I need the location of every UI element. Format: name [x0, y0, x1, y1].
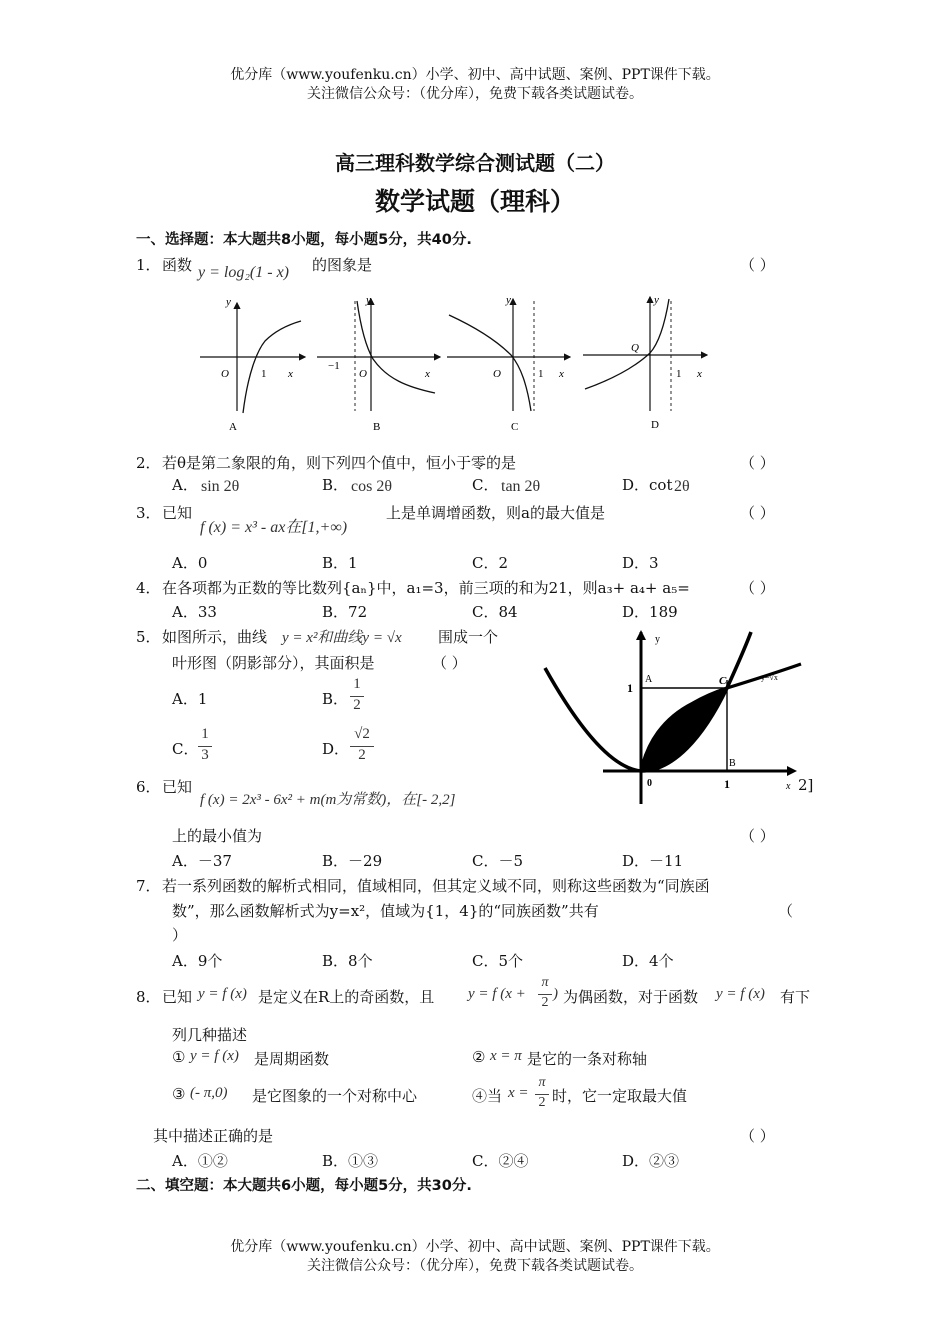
- leaf-graph-one-y: 1: [627, 681, 633, 695]
- q8-number: 8．: [136, 988, 161, 1006]
- graph-a-y-label: y: [226, 296, 231, 308]
- q8-desc-1-math: y = f (x): [190, 1048, 239, 1064]
- graph-c-y-label: y: [506, 294, 511, 306]
- q2-number: 2．: [136, 454, 161, 472]
- graph-c-one: 1: [538, 368, 544, 380]
- leaf-graph-b-label: B: [729, 758, 736, 769]
- q3-number: 3．: [136, 504, 161, 522]
- q8-desc-2-mark: ②: [472, 1048, 486, 1066]
- q8-f2-numerator: π: [541, 975, 549, 990]
- q1-graphs: [195, 293, 715, 438]
- q8-f2-denominator: 2: [538, 994, 552, 1011]
- q2-option-d: D．cot: [622, 476, 673, 494]
- q5-option-d-denominator: 2: [350, 746, 374, 764]
- q5-option-b: B．: [322, 690, 349, 708]
- q8-conclusion: 其中描述正确的是: [153, 1127, 274, 1145]
- q3-formula: f (x) = x³ - ax在[1,+∞): [200, 519, 348, 536]
- q1-post: 的图象是: [312, 256, 373, 274]
- q8-desc-1-mark: ①: [172, 1048, 186, 1066]
- q8-desc-4-numerator: π: [538, 1075, 546, 1090]
- graph-b: [317, 294, 440, 433]
- q8-f2-pre: y = f (x +: [468, 986, 526, 1002]
- q8-answer-paren: （ ）: [740, 1127, 775, 1145]
- q5-option-d-fraction: [350, 726, 374, 764]
- graph-a-origin: O: [221, 368, 229, 380]
- graph-d-x-label: x: [697, 368, 702, 380]
- q8-f1: y = f (x): [198, 986, 247, 1002]
- q5-pre: 如图所示，曲线: [162, 628, 268, 646]
- q4-option-b: B．72: [322, 603, 368, 621]
- q8-desc-3-text: 是它图象的一个对称中心: [252, 1087, 418, 1105]
- section-2-heading: 二、填空题：本大题共6小题，每小题5分，共30分.: [136, 1178, 472, 1194]
- graph-d-one: 1: [676, 368, 682, 380]
- q8-pre: 已知: [162, 988, 193, 1006]
- q5-answer-paren: （ ）: [432, 654, 467, 672]
- graph-d-y-label: y: [654, 294, 659, 306]
- q8-mid1: 是定义在R上的奇函数，且: [258, 988, 435, 1006]
- q7-option-b: B．8个: [322, 952, 373, 970]
- q2-option-b: B．: [322, 476, 349, 494]
- q6-tail: 2]: [798, 776, 814, 794]
- q7-option-d: D．4个: [622, 952, 674, 970]
- q5-option-b-fraction: [350, 676, 364, 714]
- q5-option-c-denominator: 3: [198, 746, 212, 764]
- q6-number: 6．: [136, 778, 161, 796]
- leaf-graph-c-label: C: [719, 675, 727, 687]
- graph-c-label: C: [511, 421, 519, 433]
- q8-f2-fraction: [538, 975, 552, 1011]
- q7-line2: 数”，那么函数解析式为y=x²，值域为{1，4}的“同族函数”共有: [172, 902, 599, 920]
- q8-desc-4-text: 时，它一定取最大值: [552, 1087, 688, 1105]
- q8-desc-2-text: 是它的一条对称轴: [527, 1050, 648, 1068]
- q3-pre: 已知: [162, 504, 193, 522]
- q5-option-a: A．1: [172, 690, 208, 708]
- q5-number: 5．: [136, 628, 161, 646]
- header-line-2: 关注微信公众号：（优分库），免费下载各类试题试卷。: [307, 86, 643, 102]
- leaf-graph-a-label: A: [645, 674, 653, 685]
- q3-post: 上是单调增函数，则a的最大值是: [386, 504, 605, 522]
- q2-stem: 若θ是第二象限的角，则下列四个值中，恒小于零的是: [162, 454, 517, 472]
- q2-option-a: A．: [172, 476, 198, 494]
- graph-a: [200, 296, 305, 433]
- leaf-graph-curve-label: y=√x: [761, 673, 778, 682]
- q8-desc-4-fraction: [535, 1075, 549, 1111]
- q4-option-c: C．84: [472, 603, 518, 621]
- q7-number: 7．: [136, 877, 161, 895]
- q3-answer-paren: （ ）: [740, 504, 775, 522]
- exam-title: 高三理科数学综合测试题（二）: [335, 151, 615, 175]
- q4-option-a: A．33: [172, 603, 217, 621]
- q2-option-a-math: sin 2θ: [201, 478, 240, 495]
- q8-option-b: B．①③: [322, 1152, 379, 1170]
- q2-answer-paren: （ ）: [740, 454, 775, 472]
- graph-a-label: A: [229, 421, 237, 433]
- q8-desc-1-text: 是周期函数: [254, 1050, 330, 1068]
- q8-option-d: D．②③: [622, 1152, 680, 1170]
- q3-option-b: B．1: [322, 554, 358, 572]
- footer-line-2: 关注微信公众号：（优分库），免费下载各类试题试卷。: [307, 1258, 643, 1274]
- q8-tail: 有下: [780, 988, 811, 1006]
- q7-line1: 若一系列函数的解析式相同，值域相同，但其定义域不同，则称这些函数为“同族函: [162, 877, 710, 895]
- q8-desc-2-math: x = π: [490, 1048, 522, 1064]
- graph-b-label: B: [373, 421, 381, 433]
- leaf-graph-y-label: y: [655, 634, 660, 645]
- q1-formula: y = log₂(1 - x): [198, 264, 289, 281]
- q4-option-d: D．189: [622, 603, 678, 621]
- graph-a-x-label: x: [288, 368, 293, 380]
- leaf-graph-one-x: 1: [724, 777, 730, 791]
- q6-option-c: C．－5: [472, 852, 524, 870]
- footer-line-1: 优分库（www.youfenku.cn）小学、初中、高中试题、案例、PPT课件下载。: [230, 1239, 720, 1255]
- q8-desc-4-math: x =: [508, 1085, 529, 1101]
- q6-option-b: B．－29: [322, 852, 383, 870]
- q7-option-a: A．9个: [172, 952, 223, 970]
- section-1-heading: 一、选择题：本大题共8小题，每小题5分，共40分.: [136, 232, 472, 248]
- q1-number: 1．: [136, 256, 161, 274]
- leaf-graph-origin: 0: [647, 778, 652, 789]
- q8-desc-3-math: (- π,0): [190, 1085, 228, 1101]
- q3-option-c: C．2: [472, 554, 509, 572]
- q8-desc-4-denominator: 2: [535, 1094, 549, 1111]
- graph-b-y-label: y: [366, 294, 371, 306]
- q6-formula: f (x) = 2x³ - 6x² + m(m为常数)，在[- 2,2]: [200, 792, 456, 808]
- q7-option-c: C．5个: [472, 952, 524, 970]
- q8-line2: 列几种描述: [172, 1026, 248, 1044]
- q5-formula: y = x²和曲线y = √x: [282, 630, 402, 646]
- q8-mid2: 为偶函数，对于函数: [563, 988, 699, 1006]
- q4-number: 4．: [136, 579, 161, 597]
- q5-option-d-numerator: √2: [354, 726, 370, 742]
- q8-f2-post: ): [553, 986, 558, 1002]
- graph-d-q-label: Q: [631, 342, 639, 354]
- q5-option-c-fraction: [198, 726, 212, 764]
- q7-paren-open: （: [778, 902, 794, 920]
- leaf-graph-x-label: x: [786, 781, 791, 792]
- exam-subtitle: 数学试题（理科）: [374, 187, 575, 216]
- graph-c-origin: O: [493, 368, 501, 380]
- q5-option-b-numerator: 1: [353, 676, 361, 692]
- graph-d-label: D: [651, 419, 659, 431]
- graph-c-x-label: x: [559, 368, 564, 380]
- q3-option-d: D．3: [622, 554, 659, 572]
- graph-b-minus-one: −1: [328, 360, 340, 372]
- graph-c: [447, 294, 570, 433]
- graph-d: [583, 294, 707, 431]
- q3-option-a: A．0: [172, 554, 208, 572]
- q2-option-d-math: 2θ: [674, 478, 690, 495]
- q4-stem: 在各项都为正数的等比数列{aₙ}中，a₁=3，前三项的和为21，则a₃+ a₄+ a₅=: [162, 579, 690, 597]
- q2-option-b-math: cos 2θ: [351, 478, 392, 495]
- graph-b-x-label: x: [425, 368, 430, 380]
- q5-post: 围成一个: [438, 628, 499, 646]
- q4-answer-paren: （ ）: [740, 579, 775, 597]
- q6-option-a: A．－37: [172, 852, 232, 870]
- q2-option-c: C．: [472, 476, 499, 494]
- q2-option-c-math: tan 2θ: [501, 478, 541, 495]
- q5-line2: 叶形图（阴影部分），其面积是: [172, 654, 375, 672]
- q7-paren-close: ）: [172, 926, 188, 944]
- q6-answer-paren: （ ）: [740, 827, 775, 845]
- q8-desc-3-mark: ③: [172, 1085, 186, 1103]
- q6-pre: 已知: [162, 778, 193, 796]
- q5-option-c: C．: [172, 740, 199, 758]
- q5-option-b-denominator: 2: [350, 696, 364, 714]
- q1-answer-paren: （ ）: [740, 256, 775, 274]
- q5-leaf-graph: [543, 628, 805, 806]
- graph-b-origin: O: [359, 368, 367, 380]
- header-line-1: 优分库（www.youfenku.cn）小学、初中、高中试题、案例、PPT课件下载。: [230, 67, 720, 83]
- q6-line2: 上的最小值为: [172, 827, 263, 845]
- q8-option-a: A．①②: [172, 1152, 228, 1170]
- graph-a-one: 1: [261, 368, 267, 380]
- q5-option-c-numerator: 1: [201, 726, 209, 742]
- q6-option-d: D．－11: [622, 852, 684, 870]
- q8-option-c: C．②④: [472, 1152, 529, 1170]
- q5-option-d: D．: [322, 740, 350, 758]
- q1-pre: 函数: [162, 256, 193, 274]
- q8-f3: y = f (x): [716, 986, 765, 1002]
- q8-desc-4-mark: ④当: [472, 1087, 503, 1105]
